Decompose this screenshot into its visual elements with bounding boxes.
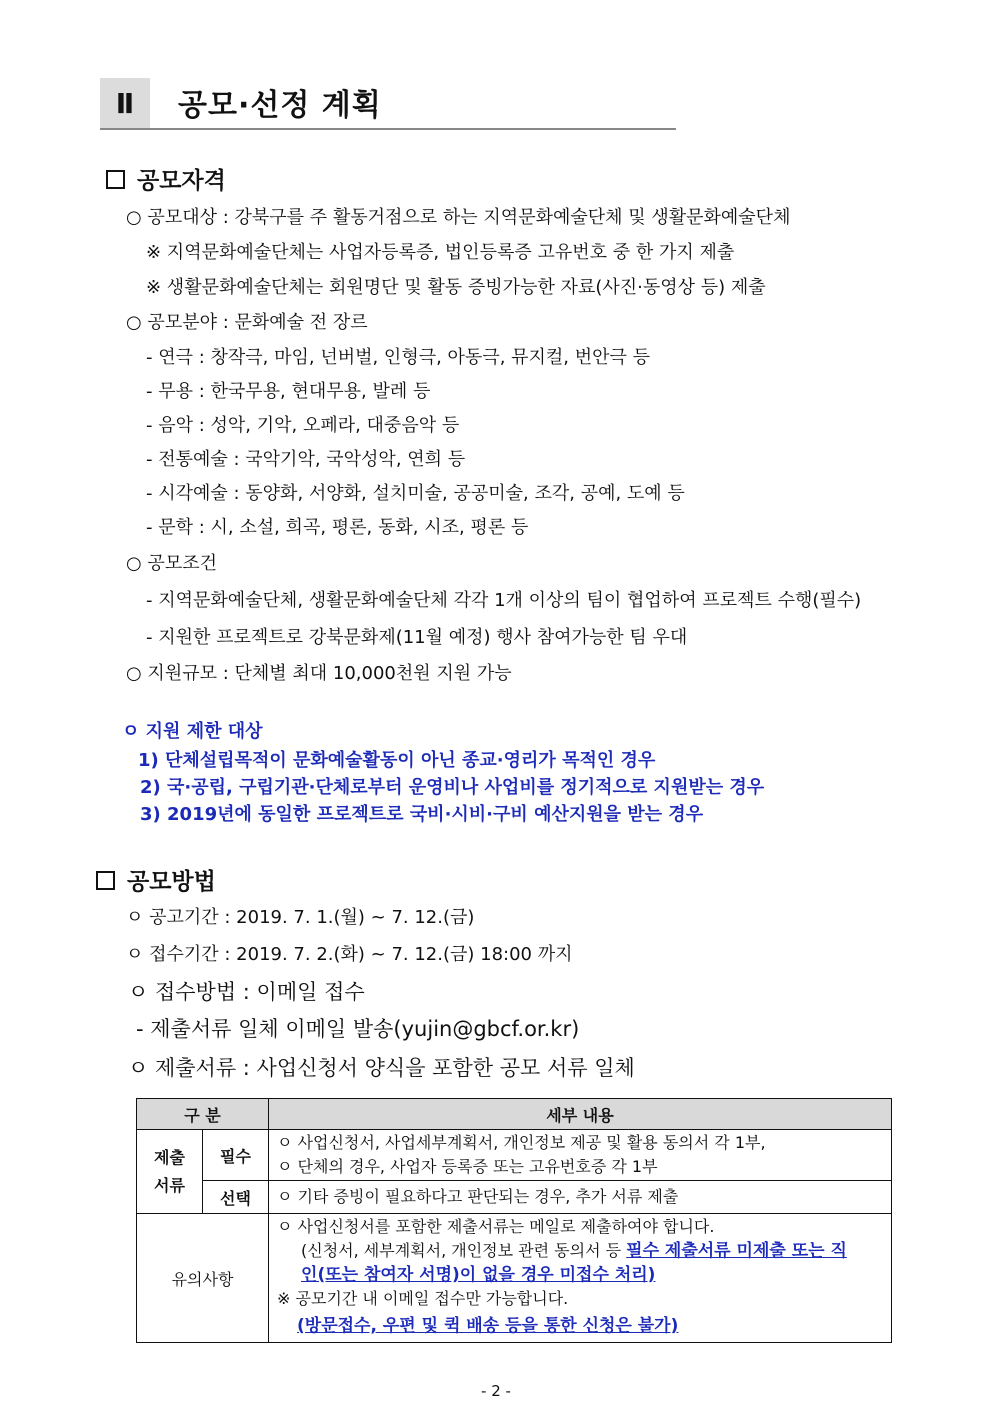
method-line: ㅇ 접수기간 : 2019. 7. 2.(화) ~ 7. 12.(금) 18:00 까지 <box>126 944 573 965</box>
label-line: 서류 <box>154 1175 185 1195</box>
section-number-badge: Ⅱ <box>100 78 150 130</box>
eligibility-line: - 연극 : 창작극, 마임, 넌버벌, 인형극, 아동극, 뮤지컬, 번안극 등 <box>146 347 651 368</box>
eligibility-line: - 무용 : 한국무용, 현대무용, 발레 등 <box>146 381 431 402</box>
method-line: - 제출서류 일체 이메일 발송(yujin@gbcf.or.kr) <box>136 1017 580 1041</box>
eligibility-line: - 지원한 프로젝트로 강북문화제(11월 예정) 행사 참여가능한 팀 우대 <box>146 627 688 648</box>
table-header-details: 세부 내용 <box>269 1099 892 1130</box>
method-line: ㅇ 공고기간 : 2019. 7. 1.(월) ~ 7. 12.(금) <box>126 907 475 928</box>
notes-label: 유의사항 <box>137 1214 269 1343</box>
eligibility-line: ○ 공모조건 <box>126 553 217 574</box>
checkbox-square-icon <box>96 871 115 890</box>
eligibility-line: ○ 공모대상 : 강북구를 주 활동거점으로 하는 지역문화예술단체 및 생활문화예술단체 <box>126 207 791 228</box>
restriction-item: 3) 2019년에 동일한 프로젝트로 국비·시비·구비 예산지원을 받는 경우 <box>140 804 704 825</box>
table-cell-line: ㅇ 사업신청서를 포함한 제출서류는 메일로 제출하여야 합니다. <box>277 1217 715 1236</box>
restriction-title: ㅇ 지원 제한 대상 <box>122 721 263 742</box>
eligibility-line: ○ 지원규모 : 단체별 최대 10,000천원 지원 가능 <box>126 663 512 684</box>
section-heading-text: 공모방법 <box>127 869 216 895</box>
table-header-row <box>137 1099 892 1130</box>
table-cell-line: ㅇ 단체의 경우, 사업자 등록증 또는 고유번호증 각 1부 <box>277 1157 658 1176</box>
table-row <box>137 1214 892 1343</box>
notes-emphasis: (방문접수, 우편 및 퀵 배송 등을 통한 신청은 불가) <box>297 1316 679 1336</box>
section-heading-method <box>96 863 216 896</box>
notes-details <box>269 1214 892 1343</box>
method-line: ㅇ 제출서류 : 사업신청서 양식을 포함한 공모 서류 일체 <box>128 1056 635 1080</box>
documents-table <box>136 1098 892 1343</box>
eligibility-line: ○ 공모분야 : 문화예술 전 장르 <box>126 312 368 333</box>
eligibility-line: - 지역문화예술단체, 생활문화예술단체 각각 1개 이상의 팀이 협업하여 프로젝트 수행(필수) <box>146 590 862 611</box>
page-number: - 2 - <box>481 1382 511 1400</box>
method-line: ㅇ 접수방법 : 이메일 접수 <box>128 980 365 1004</box>
page-title: 공모·선정 계획 <box>178 88 382 123</box>
eligibility-line: - 전통예술 : 국악기악, 국악성악, 연희 등 <box>146 449 466 470</box>
required-details <box>269 1130 892 1181</box>
notes-emphasis: 필수 제출서류 미제출 또는 직 <box>626 1241 847 1261</box>
eligibility-line: ※ 생활문화예술단체는 회원명단 및 활동 증빙가능한 자료(사진·동영상 등) 제출 <box>146 277 766 298</box>
eligibility-line: - 시각예술 : 동양화, 서양화, 설치미술, 공공미술, 조각, 공예, 도예 등 <box>146 483 685 504</box>
notes-text: (신청서, 세부계획서, 개인정보 관련 동의서 등 <box>301 1241 627 1260</box>
table-cell-line: ㅇ 기타 증빙이 필요하다고 판단되는 경우, 추가 서류 제출 <box>277 1187 679 1206</box>
eligibility-line: - 음악 : 성악, 기악, 오페라, 대중음악 등 <box>146 415 460 436</box>
table-cell-line <box>277 1311 883 1341</box>
section-heading-text: 공모자격 <box>137 168 226 194</box>
table-cell-line <box>277 1239 883 1263</box>
table-cell-line <box>277 1263 883 1287</box>
optional-details <box>269 1181 892 1214</box>
required-label: 필수 <box>203 1130 269 1181</box>
eligibility-line: ※ 지역문화예술단체는 사업자등록증, 법인등록증 고유번호 중 한 가지 제출 <box>146 242 735 263</box>
eligibility-line: - 문학 : 시, 소설, 희곡, 평론, 동화, 시조, 평론 등 <box>146 517 529 538</box>
submission-docs-label <box>137 1130 203 1214</box>
section-heading-eligibility <box>106 162 226 195</box>
table-header-category: 구 분 <box>137 1099 269 1130</box>
table-row <box>137 1181 892 1214</box>
table-row <box>137 1130 892 1181</box>
optional-label: 선택 <box>203 1181 269 1214</box>
table-cell-line: ※ 공모기간 내 이메일 접수만 가능합니다. <box>277 1289 569 1308</box>
title-divider <box>100 128 676 130</box>
checkbox-square-icon <box>106 170 125 189</box>
notes-emphasis: 인(또는 참여자 서명)이 없을 경우 미접수 처리) <box>301 1265 656 1285</box>
table-cell-line: ㅇ 사업신청서, 사업세부계획서, 개인정보 제공 및 활용 동의서 각 1부, <box>277 1133 766 1152</box>
restriction-item: 1) 단체설립목적이 문화예술활동이 아닌 종교·영리가 목적인 경우 <box>138 750 656 771</box>
label-line: 제출 <box>154 1147 185 1167</box>
restriction-item: 2) 국·공립, 구립기관·단체로부터 운영비나 사업비를 정기적으로 지원받는 경우 <box>140 777 765 798</box>
